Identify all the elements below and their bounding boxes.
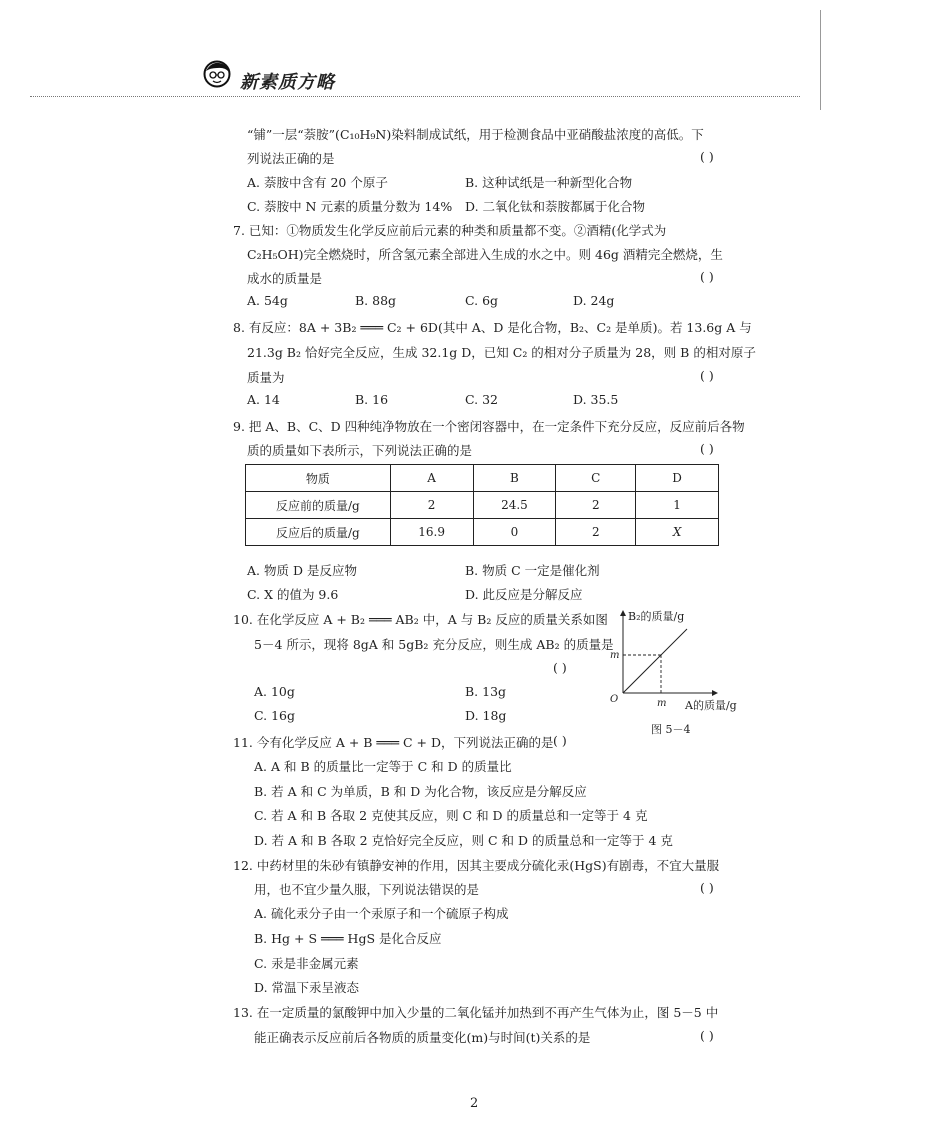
y-axis-label: B₂的质量/g	[628, 610, 685, 623]
q12-option-c: C. 汞是非金属元素	[254, 956, 359, 971]
q12-option-b: B. Hg + S ═══ HgS 是化合反应	[254, 931, 442, 946]
q8-option-b: B. 16	[355, 392, 389, 407]
q11-option-d: D. 若 A 和 B 各取 2 克恰好完全反应，则 C 和 D 的质量总和一定等于 4 克	[254, 833, 673, 848]
q7-option-a: A. 54g	[247, 293, 288, 308]
q13-line2: 能正确表示反应前后各物质的质量变化(m)与时间(t)关系的是	[254, 1030, 591, 1045]
q11-line1: 11. 今有化学反应 A + B ═══ C + D，下列说法正确的是	[233, 735, 554, 750]
table-header-cell: A	[390, 465, 473, 492]
q9-option-b: B. 物质 C 一定是催化剂	[465, 563, 600, 578]
q7-answer-paren: ( )	[700, 269, 714, 284]
x-axis-label: A的质量/g	[685, 699, 737, 712]
q8-option-d: D. 35.5	[573, 392, 619, 407]
page-number: 2	[470, 1096, 479, 1111]
q9-answer-paren: ( )	[700, 441, 714, 456]
q10-option-a: A. 10g	[254, 684, 295, 699]
q8-option-a: A. 14	[247, 392, 280, 407]
x-mark-label: m	[657, 698, 667, 709]
q10-option-c: C. 16g	[254, 708, 295, 723]
q7-option-c: C. 6g	[465, 293, 499, 308]
origin-label: O	[610, 694, 619, 705]
table-cell: 16.9	[390, 519, 473, 546]
header-border-right	[820, 10, 821, 110]
q12-line1: 12. 中药材里的朱砂有镇静安神的作用，因其主要成分硫化汞(HgS)有剧毒，不宜大量服	[233, 858, 720, 873]
q8-option-c: C. 32	[465, 392, 498, 407]
q13-line1: 13. 在一定质量的氯酸钾中加入少量的二氧化锰并加热到不再产生气体为止，图 5－5 中	[233, 1005, 719, 1020]
mass-relation-line	[623, 629, 687, 693]
q13-answer-paren: ( )	[700, 1028, 714, 1043]
q11-option-c: C. 若 A 和 B 各取 2 克使其反应，则 C 和 D 的质量总和一定等于 4 克	[254, 808, 648, 823]
brand-title: 新素质方略	[240, 72, 335, 93]
q7-line3: 成水的质量是	[247, 271, 323, 286]
q9-option-a: A. 物质 D 是反应物	[247, 563, 357, 578]
q6-answer-paren: ( )	[700, 149, 714, 164]
header-divider	[30, 96, 800, 97]
q6-option-b: B. 这种试纸是一种新型化合物	[465, 175, 633, 190]
table-cell: 反应前的质量/g	[246, 492, 391, 519]
table-cell: 24.5	[473, 492, 556, 519]
q7-option-d: D. 24g	[573, 293, 615, 308]
q12-answer-paren: ( )	[700, 880, 714, 895]
q9-option-c: C. X 的值为 9.6	[247, 587, 339, 602]
q10-answer-paren: ( )	[553, 660, 567, 675]
table-cell: 2	[556, 492, 636, 519]
q6-option-c: C. 萘胺中 N 元素的质量分数为 14%	[247, 199, 453, 214]
q10-option-d: D. 18g	[465, 708, 507, 723]
table-row	[246, 519, 719, 546]
q6-line1: “铺”一层“萘胺”(C₁₀H₉N)染料制成试纸，用于检测食品中亚硝酸盐浓度的高低。下	[247, 127, 704, 142]
q11-option-a: A. A 和 B 的质量比一定等于 C 和 D 的质量比	[254, 759, 512, 774]
table-row	[246, 492, 719, 519]
table-cell: X	[636, 519, 719, 546]
q11-answer-paren: ( )	[553, 733, 567, 748]
q6-option-d: D. 二氧化钛和萘胺都属于化合物	[465, 199, 646, 214]
q7-line2: C₂H₅OH)完全燃烧时，所含氢元素全部进入生成的水之中。则 46g 酒精完全燃烧，生	[247, 247, 723, 262]
q12-line2: 用，也不宜少量久服，下列说法错误的是	[254, 882, 480, 897]
table-cell: 0	[473, 519, 556, 546]
q10-line1: 10. 在化学反应 A + B₂ ═══ AB₂ 中，A 与 B₂ 反应的质量关系如图	[233, 612, 608, 627]
q10-option-b: B. 13g	[465, 684, 507, 699]
table-cell: 反应后的质量/g	[246, 519, 391, 546]
q7-option-b: B. 88g	[355, 293, 397, 308]
figure-caption: 图 5－4	[651, 723, 691, 735]
table-cell: 1	[636, 492, 719, 519]
table-cell: 2	[556, 519, 636, 546]
q9-line1: 9. 把 A、B、C、D 四种纯净物放在一个密闭容器中，在一定条件下充分反应，反应前后各物	[233, 419, 745, 434]
y-mark-label: m	[610, 650, 620, 661]
logo-face-icon	[203, 60, 231, 88]
q6-line2: 列说法正确的是	[247, 151, 335, 166]
table-header-cell: D	[636, 465, 719, 492]
q8-answer-paren: ( )	[700, 368, 714, 383]
q12-option-a: A. 硫化汞分子由一个汞原子和一个硫原子构成	[254, 906, 509, 921]
q9-mass-table	[245, 464, 719, 546]
table-cell: 2	[390, 492, 473, 519]
q8-line2: 21.3g B₂ 恰好完全反应，生成 32.1g D，已知 C₂ 的相对分子质量为 28，则 B 的相对原子	[247, 345, 756, 360]
table-header-cell: B	[473, 465, 556, 492]
table-header-cell: 物质	[246, 465, 391, 492]
q12-option-d: D. 常温下汞呈液态	[254, 980, 360, 995]
q7-line1: 7. 已知：①物质发生化学反应前后元素的种类和质量都不变。②酒精(化学式为	[233, 223, 667, 238]
q6-option-a: A. 萘胺中含有 20 个原子	[247, 175, 388, 190]
q10-line2: 5－4 所示，现将 8gA 和 5gB₂ 充分反应，则生成 AB₂ 的质量是	[254, 637, 614, 652]
figure-5-4	[605, 605, 745, 735]
q8-line3: 质量为	[247, 370, 285, 385]
q9-option-d: D. 此反应是分解反应	[465, 587, 583, 602]
table-header-row	[246, 465, 719, 492]
q9-line2: 质的质量如下表所示，下列说法正确的是	[247, 443, 473, 458]
q8-line1: 8. 有反应：8A + 3B₂ ═══ C₂ + 6D(其中 A、D 是化合物，B₂、C₂ 是单质)。若 13.6g A 与	[233, 320, 752, 335]
table-header-cell: C	[556, 465, 636, 492]
q11-option-b: B. 若 A 和 C 为单质，B 和 D 为化合物，该反应是分解反应	[254, 784, 587, 799]
